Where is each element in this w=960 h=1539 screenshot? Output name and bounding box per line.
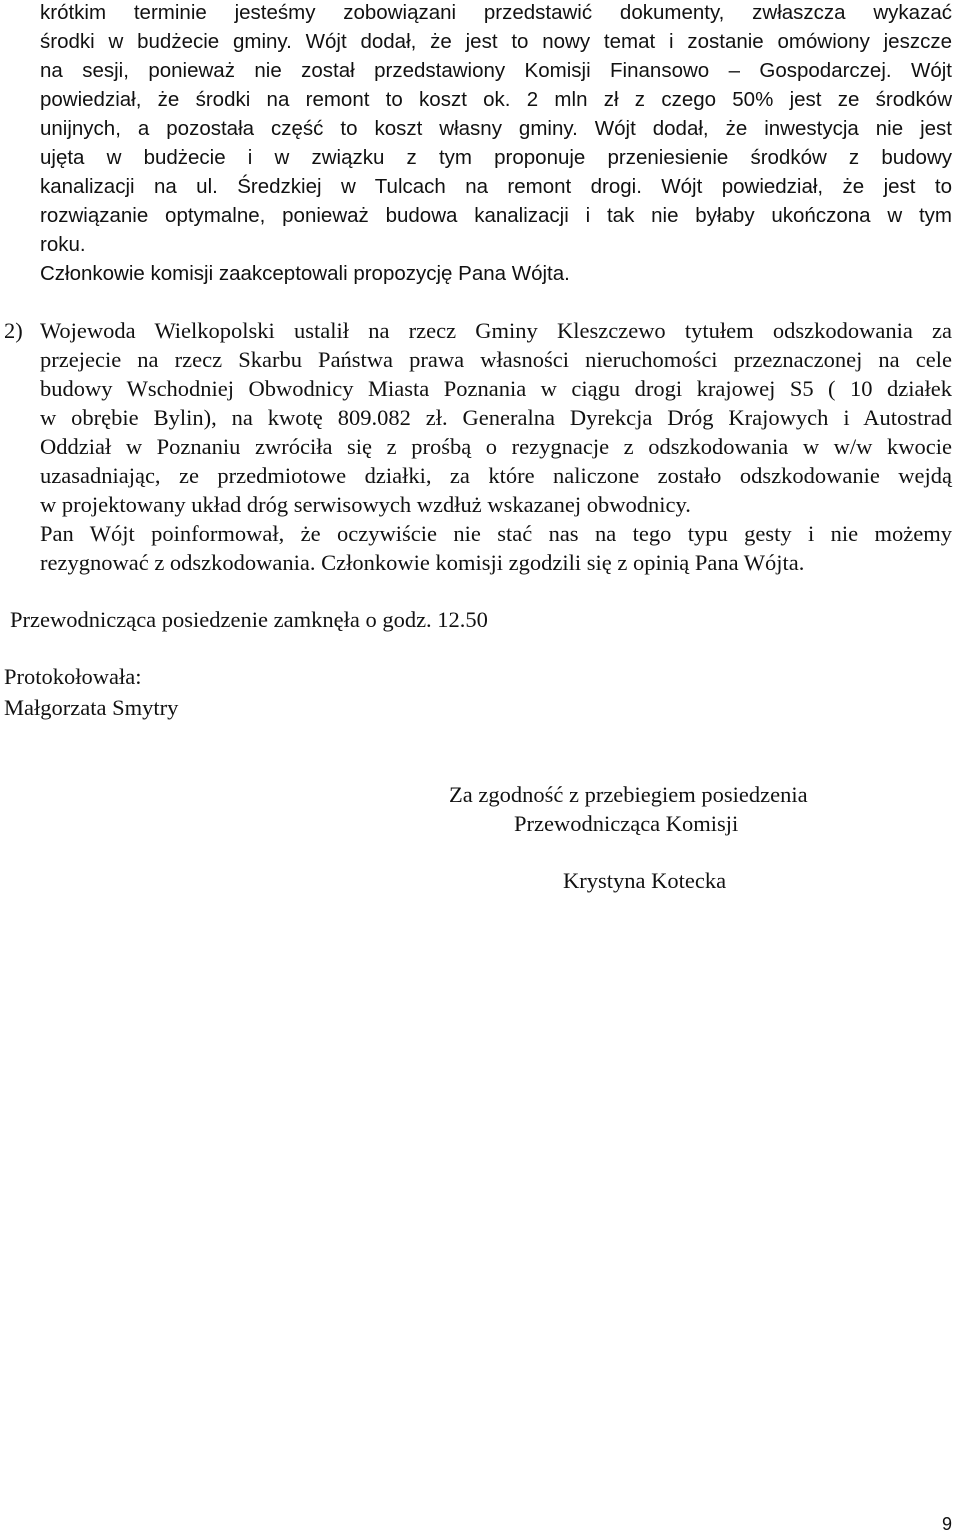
paragraph-line: Oddział w Poznaniu zwróciła się z prośbą o rezygnacje z odszkodowania w w/w kwocie bbox=[40, 434, 952, 459]
paragraph-line: w obrębie Bylin), na kwotę 809.082 zł. Generalna Dyrekcja Dróg Krajowych i Autostrad bbox=[40, 405, 952, 430]
page-number: 9 bbox=[941, 1514, 952, 1534]
paragraph-line: kanalizacji na ul. Średzkiej w Tulcach na remont drogi. Wójt powiedział, że jest to bbox=[40, 175, 952, 198]
paragraph-line: roku. bbox=[40, 233, 86, 256]
paragraph-line: przejecie na rzecz Skarbu Państwa prawa własności nieruchomości przeznaczonej na cele bbox=[40, 347, 952, 372]
signature-line1: Za zgodność z przebiegiem posiedzenia bbox=[449, 782, 808, 807]
paragraph-line: budowy Wschodniej Obwodnicy Miasta Poznania w ciągu drogi krajowej S5 ( 10 działek bbox=[40, 376, 952, 401]
section-number: 2) bbox=[4, 318, 23, 343]
paragraph-line: w projektowany układ dróg serwisowych wzdłuż wskazanej obwodnicy. bbox=[40, 492, 691, 517]
paragraph-line: Wojewoda Wielkopolski ustalił na rzecz Gminy Kleszczewo tytułem odszkodowania za bbox=[40, 318, 952, 343]
paragraph-line: powiedział, że środki na remont to koszt ok. 2 mln zł z czego 50% jest ze środków bbox=[40, 88, 952, 111]
paragraph-line: krótkim terminie jesteśmy zobowiązani przedstawić dokumenty, zwłaszcza wykazać bbox=[40, 1, 952, 24]
paragraph-line: rozwiązanie optymalne, ponieważ budowa kanalizacji i tak nie byłaby ukończona w tym bbox=[40, 204, 952, 227]
paragraph-line: ujęta w budżecie i w związku z tym proponuje przeniesienie środków z budowy bbox=[40, 146, 952, 169]
section1-conclusion: Członkowie komisji zaakceptowali propozycję Pana Wójta. bbox=[40, 262, 570, 285]
paragraph-line: rezygnować z odszkodowania. Członkowie komisji zgodzili się z opinią Pana Wójta. bbox=[40, 550, 805, 575]
paragraph-line: uzasadniając, ze przedmiotowe działki, za które naliczone zostało odszkodowanie wejdą bbox=[40, 463, 952, 488]
signature-line2: Przewodnicząca Komisji bbox=[514, 811, 739, 836]
paragraph-line: środki w budżecie gminy. Wójt dodał, że jest to nowy temat i zostanie omówiony jeszcze bbox=[40, 30, 952, 53]
recorder-name: Małgorzata Smytry bbox=[4, 695, 179, 720]
paragraph-line: unijnych, a pozostała część to koszt własny gminy. Wójt dodał, że inwestycja nie jest bbox=[40, 117, 952, 140]
paragraph-line: Pan Wójt poinformował, że oczywiście nie stać nas na tego typu gesty i nie możemy bbox=[40, 521, 952, 546]
closing-statement: Przewodnicząca posiedzenie zamknęła o godz. 12.50 bbox=[10, 607, 488, 632]
recorder-label: Protokołowała: bbox=[4, 664, 142, 689]
paragraph-line: na sesji, ponieważ nie został przedstawiony Komisji Finansowo – Gospodarczej. Wójt bbox=[40, 59, 952, 82]
signature-name: Krystyna Kotecka bbox=[563, 868, 727, 893]
